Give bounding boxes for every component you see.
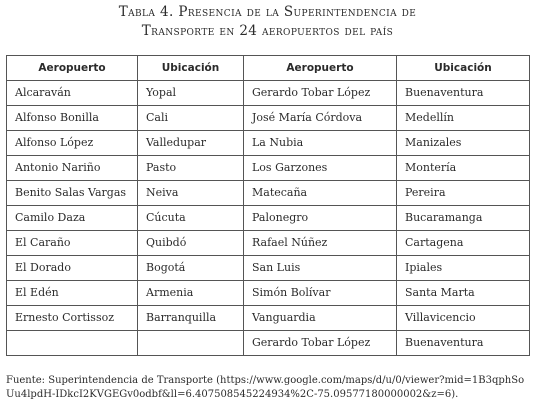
cell-location: Barranquilla [138,306,244,331]
cell-location: Armenia [138,281,244,306]
cell-location: Bogotá [138,256,244,281]
header-airport-1: Aeropuerto [7,56,138,81]
cell-location: Manizales [397,131,530,156]
table-row [7,181,530,206]
cell-location: Villavicencio [397,306,530,331]
cell-airport: El Dorado [7,256,138,281]
cell-airport: Alfonso López [7,131,138,156]
cell-airport: Benito Salas Vargas [7,181,138,206]
cell-airport: Rafael Núñez [244,231,397,256]
cell-airport: Matecaña [244,181,397,206]
cell-airport: El Caraño [7,231,138,256]
table-row [7,156,530,181]
table-header-row [7,56,530,81]
cell-location: Cúcuta [138,206,244,231]
table-row [7,106,530,131]
cell-location: Cali [138,106,244,131]
cell-airport: Camilo Daza [7,206,138,231]
cell-airport: Alcaraván [7,81,138,106]
table-row [7,206,530,231]
header-airport-2: Aeropuerto [244,56,397,81]
cell-location: Yopal [138,81,244,106]
table-row [7,131,530,156]
table-row [7,231,530,256]
cell-location: Valledupar [138,131,244,156]
table-row [7,81,530,106]
airports-table [6,55,530,356]
caption-line-2: Transporte en 24 aeropuertos del país [141,23,394,39]
cell-location: Buenaventura [397,81,530,106]
cell-airport: Vanguardia [244,306,397,331]
cell-location: Cartagena [397,231,530,256]
table-row [7,306,530,331]
cell-location: Pereira [397,181,530,206]
cell-airport: Antonio Nariño [7,156,138,181]
cell-airport: Palonegro [244,206,397,231]
cell-airport: Los Garzones [244,156,397,181]
table-row [7,256,530,281]
header-location-1: Ubicación [138,56,244,81]
source-note: Fuente: Superintendencia de Transporte (https://www.google.com/maps/d/u/0/viewer?mid=1B3qphSoUu4lpdH-IDkcI2KVGEGv0odbf&ll=6.407508545224934%2C-75.09577180000002&z=6). [6,375,525,400]
cell-airport: San Luis [244,256,397,281]
cell-airport: José María Córdova [244,106,397,131]
cell-location: Santa Marta [397,281,530,306]
cell-airport: El Edén [7,281,138,306]
cell-airport: Gerardo Tobar López [244,331,397,356]
table-row [7,281,530,306]
cell-location: Pasto [138,156,244,181]
cell-location [138,331,244,356]
cell-airport: Simón Bolívar [244,281,397,306]
cell-location: Quibdó [138,231,244,256]
cell-airport: Ernesto Cortissoz [7,306,138,331]
cell-location: Medellín [397,106,530,131]
cell-airport: Gerardo Tobar López [244,81,397,106]
cell-location: Neiva [138,181,244,206]
cell-airport: La Nubia [244,131,397,156]
cell-location: Buenaventura [397,331,530,356]
cell-airport [7,331,138,356]
header-location-2: Ubicación [397,56,530,81]
table-row [7,331,530,356]
cell-airport: Alfonso Bonilla [7,106,138,131]
cell-location: Montería [397,156,530,181]
caption-line-1: Tabla 4. Presencia de la Superintendencia de [118,4,417,20]
cell-location: Bucaramanga [397,206,530,231]
table-caption [0,3,535,41]
cell-location: Ipiales [397,256,530,281]
